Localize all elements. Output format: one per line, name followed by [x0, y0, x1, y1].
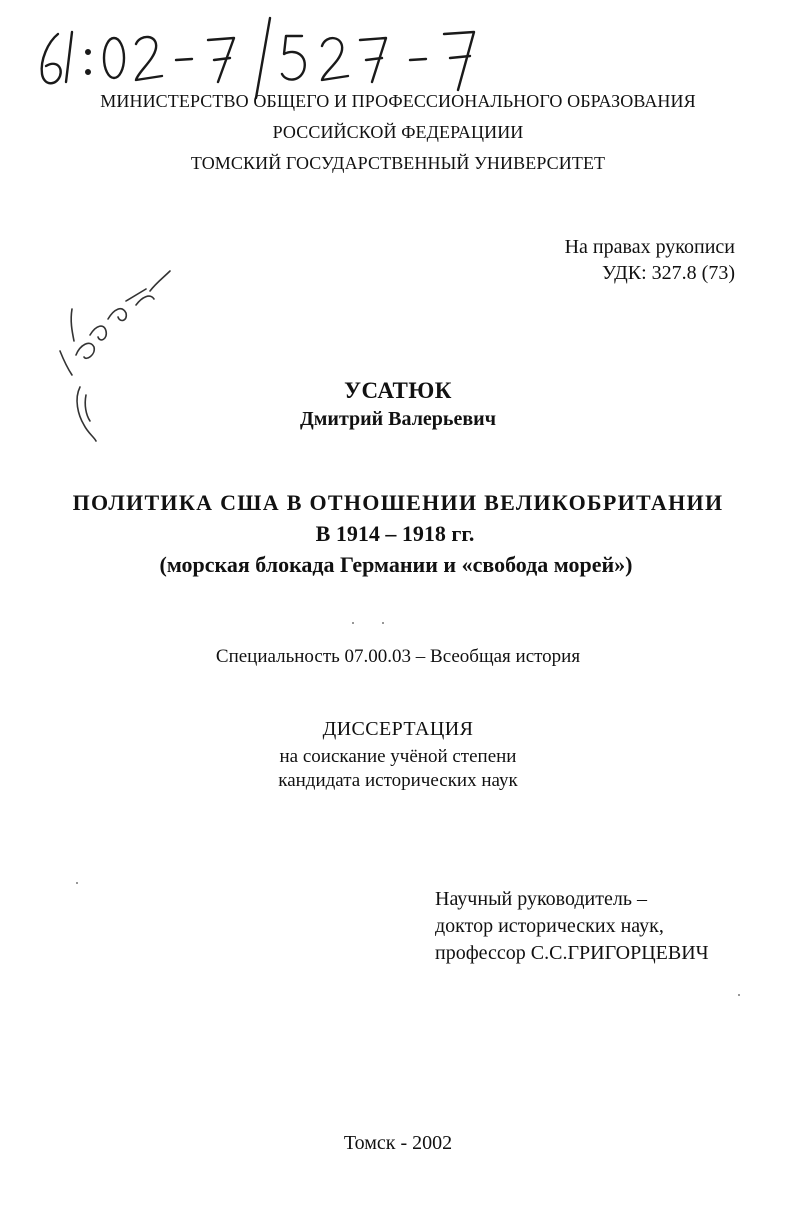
- supervisor-name: профессор С.С.ГРИГОРЦЕВИЧ: [435, 942, 709, 964]
- scan-speck: [738, 994, 740, 996]
- scan-speck: [76, 882, 78, 884]
- place-and-year: Томск - 2002: [343, 1132, 453, 1154]
- degree-block: [0, 745, 796, 793]
- institution-header: [0, 86, 796, 179]
- supervisor-degree: доктор исторических наук,: [435, 915, 664, 937]
- scan-speck: [382, 622, 384, 624]
- manuscript-rights-label: На правах рукописи: [564, 236, 735, 258]
- title-line-3: (морская блокада Германии и «свобода морей»): [159, 552, 633, 577]
- federation-line: РОССИЙСКОЙ ФЕДЕРАЦИИИ: [272, 122, 524, 142]
- title-line-1: ПОЛИТИКА США В ОТНОШЕНИИ ВЕЛИКОБРИТАНИИ: [72, 490, 724, 515]
- udc-code: УДК: 327.8 (73): [602, 262, 735, 284]
- supervisor-role: Научный руководитель –: [435, 888, 647, 910]
- dissertation-title: [0, 487, 796, 580]
- scan-speck: [352, 622, 354, 624]
- degree-line-2: кандидата исторических наук: [278, 770, 518, 791]
- author-surname: УСАТЮК: [344, 378, 452, 403]
- rights-block: [450, 234, 735, 286]
- title-line-2: В 1914 – 1918 гг.: [315, 521, 475, 546]
- university-line: ТОМСКИЙ ГОСУДАРСТВЕННЫЙ УНИВЕРСИТЕТ: [190, 153, 606, 173]
- ministry-line: МИНИСТЕРСТВО ОБЩЕГО И ПРОФЕССИОНАЛЬНОГО ОБРАЗОВАНИЯ: [100, 91, 696, 111]
- author-given-names: Дмитрий Валерьевич: [300, 408, 496, 430]
- supervisor-block: [435, 886, 755, 967]
- degree-line-1: на соискание учёной степени: [279, 746, 517, 767]
- specialty-line: Специальность 07.00.03 – Всеобщая история: [215, 646, 581, 667]
- dissertation-heading: ДИССЕРТАЦИЯ: [322, 718, 474, 740]
